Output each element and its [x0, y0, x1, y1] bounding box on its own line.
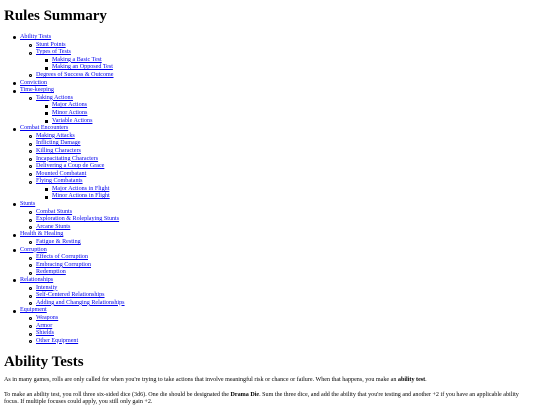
- bullet-square-icon: [45, 112, 48, 115]
- toc-link-flying-combatants[interactable]: Flying Combatants: [36, 178, 83, 185]
- toc-item: [20, 338, 125, 346]
- toc-link-arcane-stunts[interactable]: Arcane Stunts: [36, 223, 71, 230]
- bullet-disc-icon: [13, 203, 16, 206]
- bullet-circle-icon: [29, 135, 32, 138]
- bullet-square-icon: [45, 59, 48, 62]
- bullet-circle-icon: [29, 325, 32, 328]
- toc-sublist: [20, 209, 125, 232]
- bullet-disc-icon: [13, 279, 16, 282]
- toc-item: [20, 171, 125, 179]
- bullet-circle-icon: [29, 340, 32, 343]
- bullet-square-icon: [45, 188, 48, 191]
- toc-item: [20, 262, 125, 270]
- toc-sublist: [20, 239, 125, 247]
- toc-sublist: [20, 315, 125, 345]
- bold-term-drama-die: Drama Die: [230, 392, 260, 398]
- toc-link-making-a-basic-test[interactable]: Making a Basic Test: [52, 56, 102, 63]
- toc-item: [36, 110, 125, 118]
- toc-link-time-keeping[interactable]: Time-keeping: [20, 87, 54, 94]
- toc-sublist: [20, 254, 125, 277]
- toc-sublist: [20, 285, 125, 308]
- bullet-disc-icon: [13, 249, 16, 252]
- toc-link-stunt-points[interactable]: Stunt Points: [36, 41, 66, 48]
- toc-link-major-actions[interactable]: Major Actions: [52, 102, 88, 109]
- bullet-disc-icon: [13, 128, 16, 131]
- toc-item: [20, 300, 125, 308]
- toc-item: [20, 95, 125, 125]
- bullet-circle-icon: [29, 226, 32, 229]
- paragraph-text: As in many games, rolls are only called for when you're trying to take actions that involve meaningful risk or chance or failure. When that happens, you make an: [4, 377, 398, 383]
- toc-link-self-centered-relationships[interactable]: Self-Centered Relationships: [36, 292, 105, 299]
- paragraph-ability-test-intro: [4, 377, 532, 384]
- toc-item: [36, 57, 125, 65]
- toc-link-inflicting-damage[interactable]: Inflicting Damage: [36, 140, 81, 147]
- paragraph-text: .: [425, 377, 427, 383]
- bullet-circle-icon: [29, 287, 32, 290]
- toc-item: [20, 178, 125, 201]
- toc-sublist: [20, 133, 125, 201]
- toc-item: [20, 239, 125, 247]
- toc-item: [20, 315, 125, 323]
- toc-link-shields[interactable]: Shields: [36, 330, 54, 337]
- toc-item: [4, 201, 125, 231]
- toc-link-killing-characters[interactable]: Killing Characters: [36, 147, 81, 154]
- toc-item: [20, 292, 125, 300]
- bullet-circle-icon: [29, 181, 32, 184]
- toc-item: [36, 186, 125, 194]
- table-of-contents: [4, 34, 125, 345]
- toc-item: [4, 34, 125, 80]
- toc-item: [36, 193, 125, 201]
- toc-link-variable-actions[interactable]: Variable Actions: [52, 117, 93, 124]
- bullet-circle-icon: [29, 143, 32, 146]
- bullet-circle-icon: [29, 44, 32, 47]
- toc-link-corruption[interactable]: Corruption: [20, 246, 47, 253]
- bullet-square-icon: [45, 120, 48, 123]
- toc-link-weapons[interactable]: Weapons: [36, 314, 59, 321]
- toc-item: [4, 277, 125, 307]
- toc-link-relationships[interactable]: Relationships: [20, 277, 54, 283]
- bullet-circle-icon: [29, 173, 32, 176]
- toc-link-making-attacks[interactable]: Making Attacks: [36, 132, 75, 139]
- toc-link-incapacitating-characters[interactable]: Incapacitating Characters: [36, 155, 99, 162]
- bullet-circle-icon: [29, 272, 32, 275]
- toc-sublist: [36, 186, 125, 201]
- bullet-circle-icon: [29, 302, 32, 305]
- bullet-disc-icon: [13, 90, 16, 93]
- bullet-circle-icon: [29, 74, 32, 77]
- toc-item: [4, 307, 125, 345]
- toc-item: [4, 247, 125, 277]
- toc-link-major-actions-in-flight[interactable]: Major Actions in Flight: [52, 185, 110, 192]
- toc-item: [20, 216, 125, 224]
- bullet-disc-icon: [13, 234, 16, 237]
- toc-link-redemption[interactable]: Redemption: [36, 269, 66, 276]
- toc-item: [20, 49, 125, 72]
- toc-item: [4, 125, 125, 201]
- bullet-circle-icon: [29, 158, 32, 161]
- toc-item: [20, 323, 125, 331]
- toc-list: [4, 34, 125, 345]
- toc-sublist: [20, 42, 125, 80]
- toc-link-effects-of-corruption[interactable]: Effects of Corruption: [36, 254, 89, 261]
- toc-link-adding-and-changing-relationships[interactable]: Adding and Changing Relationships: [36, 299, 125, 306]
- bullet-circle-icon: [29, 257, 32, 260]
- toc-link-health-healing[interactable]: Health & Healing: [20, 231, 64, 238]
- bullet-disc-icon: [13, 310, 16, 313]
- toc-item: [20, 269, 125, 277]
- toc-item: [20, 156, 125, 164]
- section-heading-ability-tests: Ability Tests: [4, 354, 84, 370]
- toc-item: [20, 140, 125, 148]
- bullet-square-icon: [45, 67, 48, 70]
- bold-term-ability-test: ability test: [397, 377, 426, 383]
- bullet-circle-icon: [29, 295, 32, 298]
- bullet-circle-icon: [29, 219, 32, 222]
- toc-item: [20, 254, 125, 262]
- toc-link-mounted-combatant[interactable]: Mounted Combatant: [36, 170, 87, 177]
- bullet-circle-icon: [29, 97, 32, 100]
- toc-link-armor[interactable]: Armor: [36, 322, 53, 329]
- toc-link-combat-stunts[interactable]: Combat Stunts: [36, 208, 73, 215]
- bullet-circle-icon: [29, 211, 32, 214]
- toc-link-making-an-opposed-test[interactable]: Making an Opposed Test: [52, 64, 113, 71]
- toc-link-intensity[interactable]: Intensity: [36, 284, 58, 291]
- toc-link-equipment[interactable]: Equipment: [20, 307, 47, 314]
- toc-link-types-of-tests[interactable]: Types of Tests: [36, 49, 71, 56]
- toc-link-other-equipment[interactable]: Other Equipment: [36, 337, 79, 344]
- toc-item: [20, 72, 125, 80]
- toc-link-conviction[interactable]: Conviction: [20, 79, 48, 86]
- toc-item: [20, 148, 125, 156]
- toc-item: [36, 102, 125, 110]
- toc-item: [36, 64, 125, 72]
- bullet-circle-icon: [29, 52, 32, 55]
- toc-sublist: [20, 95, 125, 125]
- toc-item: [4, 87, 125, 125]
- toc-link-minor-actions[interactable]: Minor Actions: [52, 109, 88, 116]
- toc-link-taking-actions[interactable]: Taking Actions: [36, 94, 73, 101]
- toc-item: [36, 118, 125, 126]
- toc-item: [20, 330, 125, 338]
- bullet-circle-icon: [29, 241, 32, 244]
- toc-link-exploration-roleplaying-stunts[interactable]: Exploration & Roleplaying Stunts: [36, 216, 120, 223]
- toc-link-ability-tests[interactable]: Ability Tests: [20, 34, 52, 40]
- bullet-circle-icon: [29, 165, 32, 168]
- toc-item: [20, 209, 125, 217]
- bullet-square-icon: [45, 105, 48, 108]
- toc-link-delivering-a-coup-de-grace[interactable]: Delivering a Coup de Grace: [36, 163, 105, 170]
- toc-link-stunts[interactable]: Stunts: [20, 201, 36, 208]
- toc-link-combat-encounters[interactable]: Combat Encounters: [20, 125, 69, 132]
- toc-link-embracing-corruption[interactable]: Embracing Corruption: [36, 261, 92, 268]
- toc-link-degrees-of-success-outcome[interactable]: Degrees of Success & Outcome: [36, 71, 114, 78]
- bullet-circle-icon: [29, 264, 32, 267]
- bullet-square-icon: [45, 196, 48, 199]
- paragraph-text: To make an ability test, you roll three six-sided dice (3d6). One die should be designated the: [4, 392, 231, 398]
- toc-item: [20, 224, 125, 232]
- bullet-disc-icon: [13, 82, 16, 85]
- toc-link-fatigue-resting[interactable]: Fatigue & Resting: [36, 239, 81, 246]
- bullet-disc-icon: [13, 36, 16, 39]
- paragraph-text: . Sum the three dice, and add the ability that you're testing and another +2 if you have an applicable ability focus. If multiple focuses could apply, you still only gain +2.: [4, 392, 519, 406]
- bullet-circle-icon: [29, 150, 32, 153]
- toc-item: [4, 80, 125, 88]
- bullet-circle-icon: [29, 333, 32, 336]
- toc-sublist: [36, 102, 125, 125]
- bullet-circle-icon: [29, 317, 32, 320]
- toc-item: [4, 231, 125, 246]
- page-title: Rules Summary: [4, 8, 107, 24]
- toc-sublist: [36, 57, 125, 72]
- toc-item: [20, 163, 125, 171]
- toc-link-minor-actions-in-flight[interactable]: Minor Actions in Flight: [52, 193, 110, 200]
